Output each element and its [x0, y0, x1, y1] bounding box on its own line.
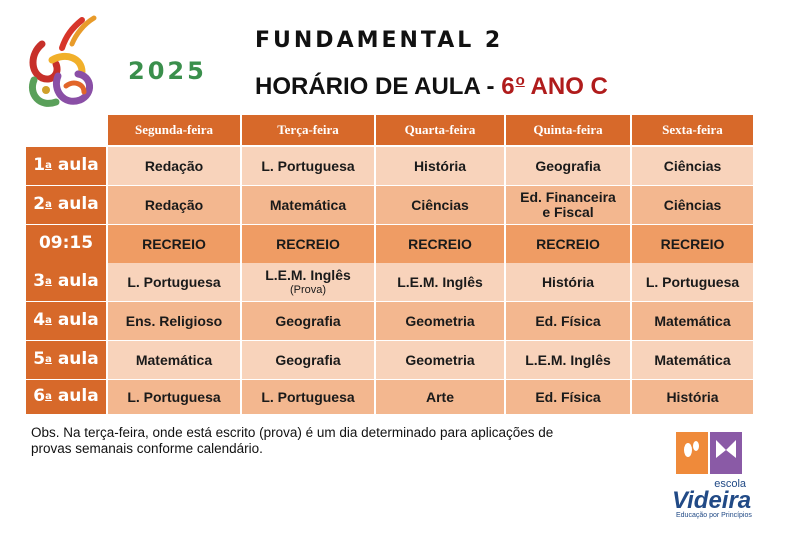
recess-cell: RECREIO	[242, 225, 374, 263]
header-friday: Sexta-feira	[632, 115, 753, 145]
table-row-recess	[26, 225, 753, 263]
table-cell: L. Portuguesa	[242, 147, 374, 185]
header-thursday: Quinta-feira	[506, 115, 630, 145]
period-label: 3 a aula	[26, 263, 106, 301]
header-tuesday: Terça-feira	[242, 115, 374, 145]
table-cell: Ciências	[632, 147, 753, 185]
table-cell: L. Portuguesa	[242, 380, 374, 414]
recess-cell: RECREIO	[506, 225, 630, 263]
period-label: 2 a aula	[26, 186, 106, 224]
table-cell: Redação	[108, 186, 240, 224]
table-cell: Geografia	[242, 302, 374, 340]
table-cell: Ciências	[376, 186, 504, 224]
videira-brand	[672, 478, 752, 519]
table-cell: Matemática	[108, 341, 240, 379]
period-label: 4 a aula	[26, 302, 106, 340]
table-cell: Matemática	[632, 341, 753, 379]
table-cell	[242, 263, 374, 301]
table-cell: Matemática	[632, 302, 753, 340]
school-year: 2025	[128, 57, 207, 85]
school-logo-emblem	[22, 14, 114, 114]
table-row	[26, 380, 753, 414]
table-row	[26, 302, 753, 340]
bow-logo-icon	[710, 432, 742, 474]
cell-line: e Fiscal	[542, 204, 594, 220]
table-cell: História	[376, 147, 504, 185]
table-header-row	[26, 115, 753, 145]
schedule-title	[255, 72, 608, 101]
brand-slogan: Educação por Princípios	[676, 512, 752, 519]
cell-line: L.E.M. Inglês	[265, 266, 351, 283]
table-cell: Ciências	[632, 186, 753, 224]
class-name: ANO C	[530, 73, 608, 100]
table-cell: Ed. Física	[506, 380, 630, 414]
table-cell	[506, 186, 630, 224]
table-cell: L. Portuguesa	[632, 263, 753, 301]
table-cell: Geografia	[242, 341, 374, 379]
recess-time-label: 09:15	[26, 225, 106, 263]
table-cell: Redação	[108, 147, 240, 185]
period-label: 6 a aula	[26, 380, 106, 414]
table-cell: Matemática	[242, 186, 374, 224]
table-cell: História	[506, 263, 630, 301]
table-cell: L. Portuguesa	[108, 263, 240, 301]
exam-note: (Prova)	[289, 283, 327, 296]
table-cell: Arte	[376, 380, 504, 414]
table-cell: Geografia	[506, 147, 630, 185]
cell-line: Ed. Financeira	[520, 189, 616, 206]
schedule-table	[26, 115, 753, 414]
class-number: 6	[501, 73, 515, 100]
brand-name: Videira	[672, 487, 752, 514]
recess-cell: RECREIO	[108, 225, 240, 263]
period-label: 1 a aula	[26, 147, 106, 185]
table-cell: Ens. Religioso	[108, 302, 240, 340]
table-cell: Geometria	[376, 341, 504, 379]
table-cell: L.E.M. Inglês	[506, 341, 630, 379]
school-level-title: FUNDAMENTAL 2	[255, 28, 504, 53]
brand-escola: escola	[714, 478, 746, 490]
table-cell: História	[632, 380, 753, 414]
table-row	[26, 186, 753, 224]
schedule-title-prefix: HORÁRIO DE AULA -	[255, 73, 502, 100]
class-grade	[501, 73, 608, 100]
class-ordinal: o	[515, 72, 525, 89]
table-cell: Ed. Física	[506, 302, 630, 340]
observation-note: Obs. Na terça-feira, onde está escrito (prova) é um dia determinado para aplicações de provas semanais conforme calendário.	[31, 425, 554, 456]
table-row	[26, 147, 753, 185]
table-row	[26, 341, 753, 379]
recess-cell: RECREIO	[376, 225, 504, 263]
table-cell: Geometria	[376, 302, 504, 340]
recess-cell: RECREIO	[632, 225, 753, 263]
header-wednesday: Quarta-feira	[376, 115, 504, 145]
table-cell: L.E.M. Inglês	[376, 263, 504, 301]
header-monday: Segunda-feira	[108, 115, 240, 145]
table-row	[26, 263, 753, 301]
footprint-logo-icon	[676, 432, 708, 474]
table-cell: L. Portuguesa	[108, 380, 240, 414]
period-label: 5 a aula	[26, 341, 106, 379]
